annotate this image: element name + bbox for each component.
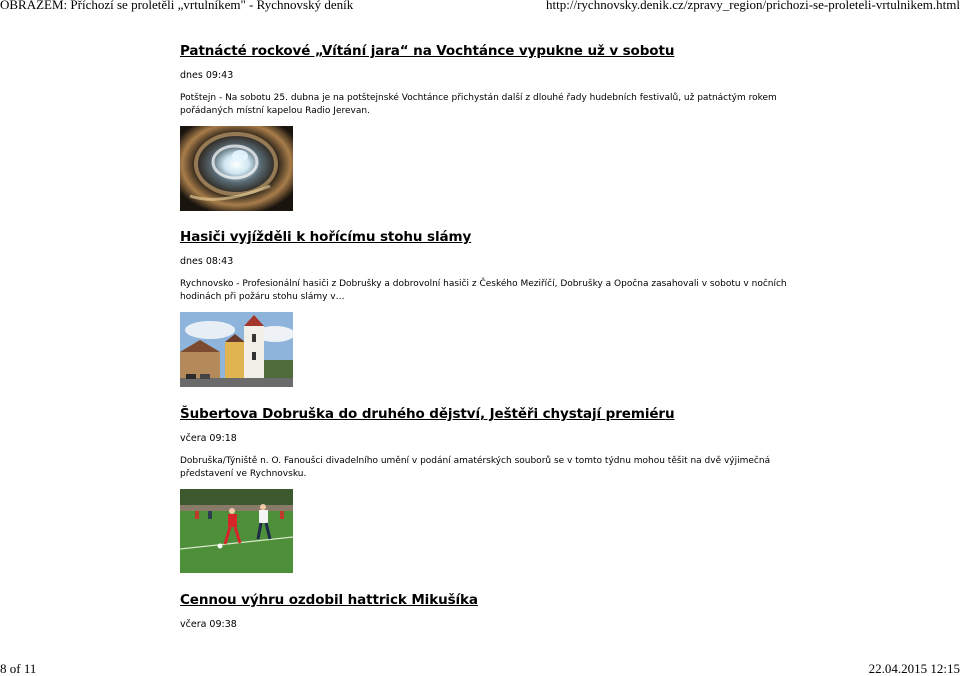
page-number: 8 of 11 [0, 661, 37, 676]
church-tower-photo [180, 312, 293, 387]
article-item [180, 403, 790, 479]
article-title-link[interactable]: Hasiči vyjížděli k hořícímu stohu slámy [180, 229, 472, 245]
article-thumbnail[interactable] [180, 312, 293, 387]
article-title-link[interactable]: Šubertova Dobruška do druhého dějství, Ještěři chystají premiéru [180, 406, 675, 422]
article-perex: Dobruška/Týniště n. O. Fanoušci divadelního umění v podání amatérských souborů se v tomto týdnu mohou těšit na dvě výjimečná představení ve Rychnovsku. [180, 456, 771, 479]
light-swirl-photo [180, 126, 293, 211]
article-thumbnail[interactable] [180, 489, 293, 573]
print-url: http://rychnovsky.denik.cz/zpravy_region/prichozi-se-proleteli-vrtulnikem.html [546, 0, 960, 12]
article-title-link[interactable]: Cennou výhru ozdobil hattrick Mikušíka [180, 592, 478, 608]
article-item [180, 589, 790, 630]
football-photo [180, 489, 293, 573]
article-perex: Potštejn - Na sobotu 25. dubna je na potštejnské Vochtánce přichystán další z dlouhé řady hudebních festivalů, už patnáctým rokem pořádaných místní kapelou Radio Jerevan. [180, 93, 777, 116]
print-datetime: 22.04.2015 12:15 [868, 661, 960, 676]
article-title-link[interactable]: Patnácté rockové „Vítání jara“ na Vochtánce vypukne už v sobotu [180, 43, 675, 59]
article-time: dnes 09:43 [180, 70, 234, 81]
article-time: včera 09:38 [180, 619, 237, 630]
print-page-title: OBRAZEM: Příchozí se proletěli „vrtulníkem" - Rychnovský deník [0, 0, 354, 12]
article-time: dnes 08:43 [180, 256, 234, 267]
article-thumbnail[interactable] [180, 126, 293, 211]
article-perex: Rychnovsko - Profesionální hasiči z Dobrušky a dobrovolní hasiči z Českého Meziříčí, Dobrušky a Opočna zasahovali v sobotu v nočních hodinách při požáru stohu slámy v… [180, 279, 787, 302]
article-item [180, 226, 790, 302]
article-item [180, 40, 790, 116]
article-time: včera 09:18 [180, 433, 237, 444]
